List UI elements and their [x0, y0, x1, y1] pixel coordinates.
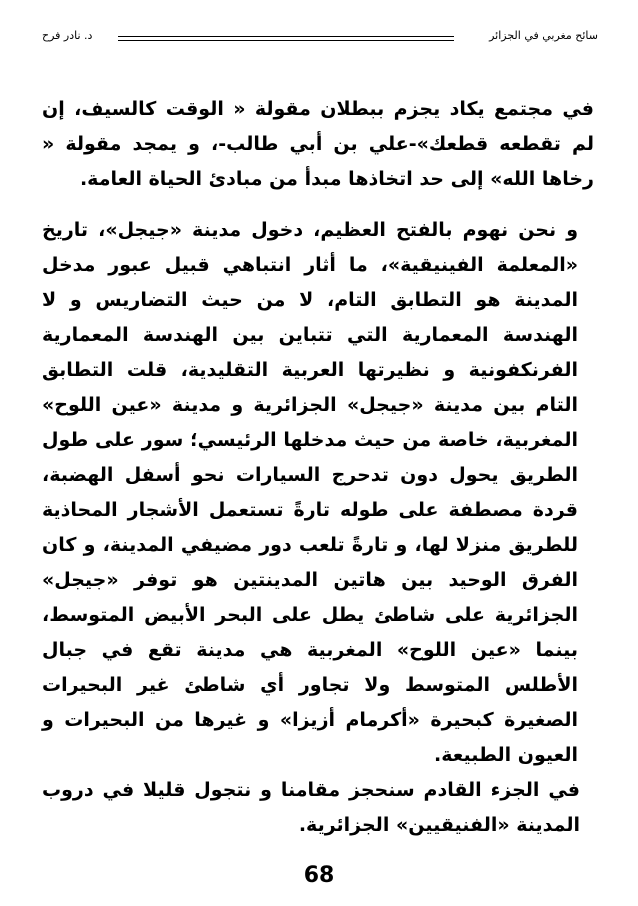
paragraph-2: و نحن نهوم بالفتح العظيم، دخول مدينة «جيجل»، تاريخ «المعلمة الفينيقية»، ما أثار انتباهي قبيل عبور مدخل المدينة هو التطابق التام، لا من حيث التضاريس و لا الهندسة المعمارية التي تتباين بين الهندسة المعمارية الفرنكفونية و نظيرتها العربية التقليدية، قلت التطابق التام بين مدينة «جيجل» الجزائرية و مدينة «عين اللوح» المغربية، خاصة من حيث مدخلها الرئيسي؛ سور على طول الطريق يحول دون تدحرج السيارات نحو أسفل الهضبة، قردة مصطفة على طوله تارةً تستعمل الأشجار المحاذية للطريق منزلا لها، و تارةً تلعب دور مضيفي المدينة، و كان الفرق الوحيد بين هاتين المدينتين هو توفر «جيجل» الجزائرية على شاطئ يطل على البحر الأبيض المتوسط، بينما «عين اللوح» المغربية هي مدينة تقع في جبال الأطلس المتوسط ولا تجاور أي شاطئ غير البحيرات الصغيرة كبحيرة «أكرمام أزيزا» و غيرها من البحيرات و العيون الطبيعة.	[42, 219, 578, 766]
paragraph-1: في مجتمع يكاد يجزم ببطلان مقولة « الوقت كالسيف، إن لم تقطعه قطعك»-علي بن أبي طالب-، و يمجد مقولة « رخاها الله» إلى حد اتخاذها مبدأ من مبادئ الحياة العامة.	[42, 98, 594, 190]
running-header	[40, 27, 600, 49]
header-book-title: سائح مغربي في الجزائر	[489, 29, 598, 42]
header-rule	[118, 36, 454, 41]
header-author: د. نادر فرح	[42, 29, 93, 42]
page-number: 68	[303, 863, 335, 888]
paragraph-3: في الجزء القادم سنحجز مقامنا و نتجول قليلا في دروب المدينة «الفنيقيين» الجزائرية.	[42, 779, 580, 836]
body-text	[42, 92, 602, 843]
